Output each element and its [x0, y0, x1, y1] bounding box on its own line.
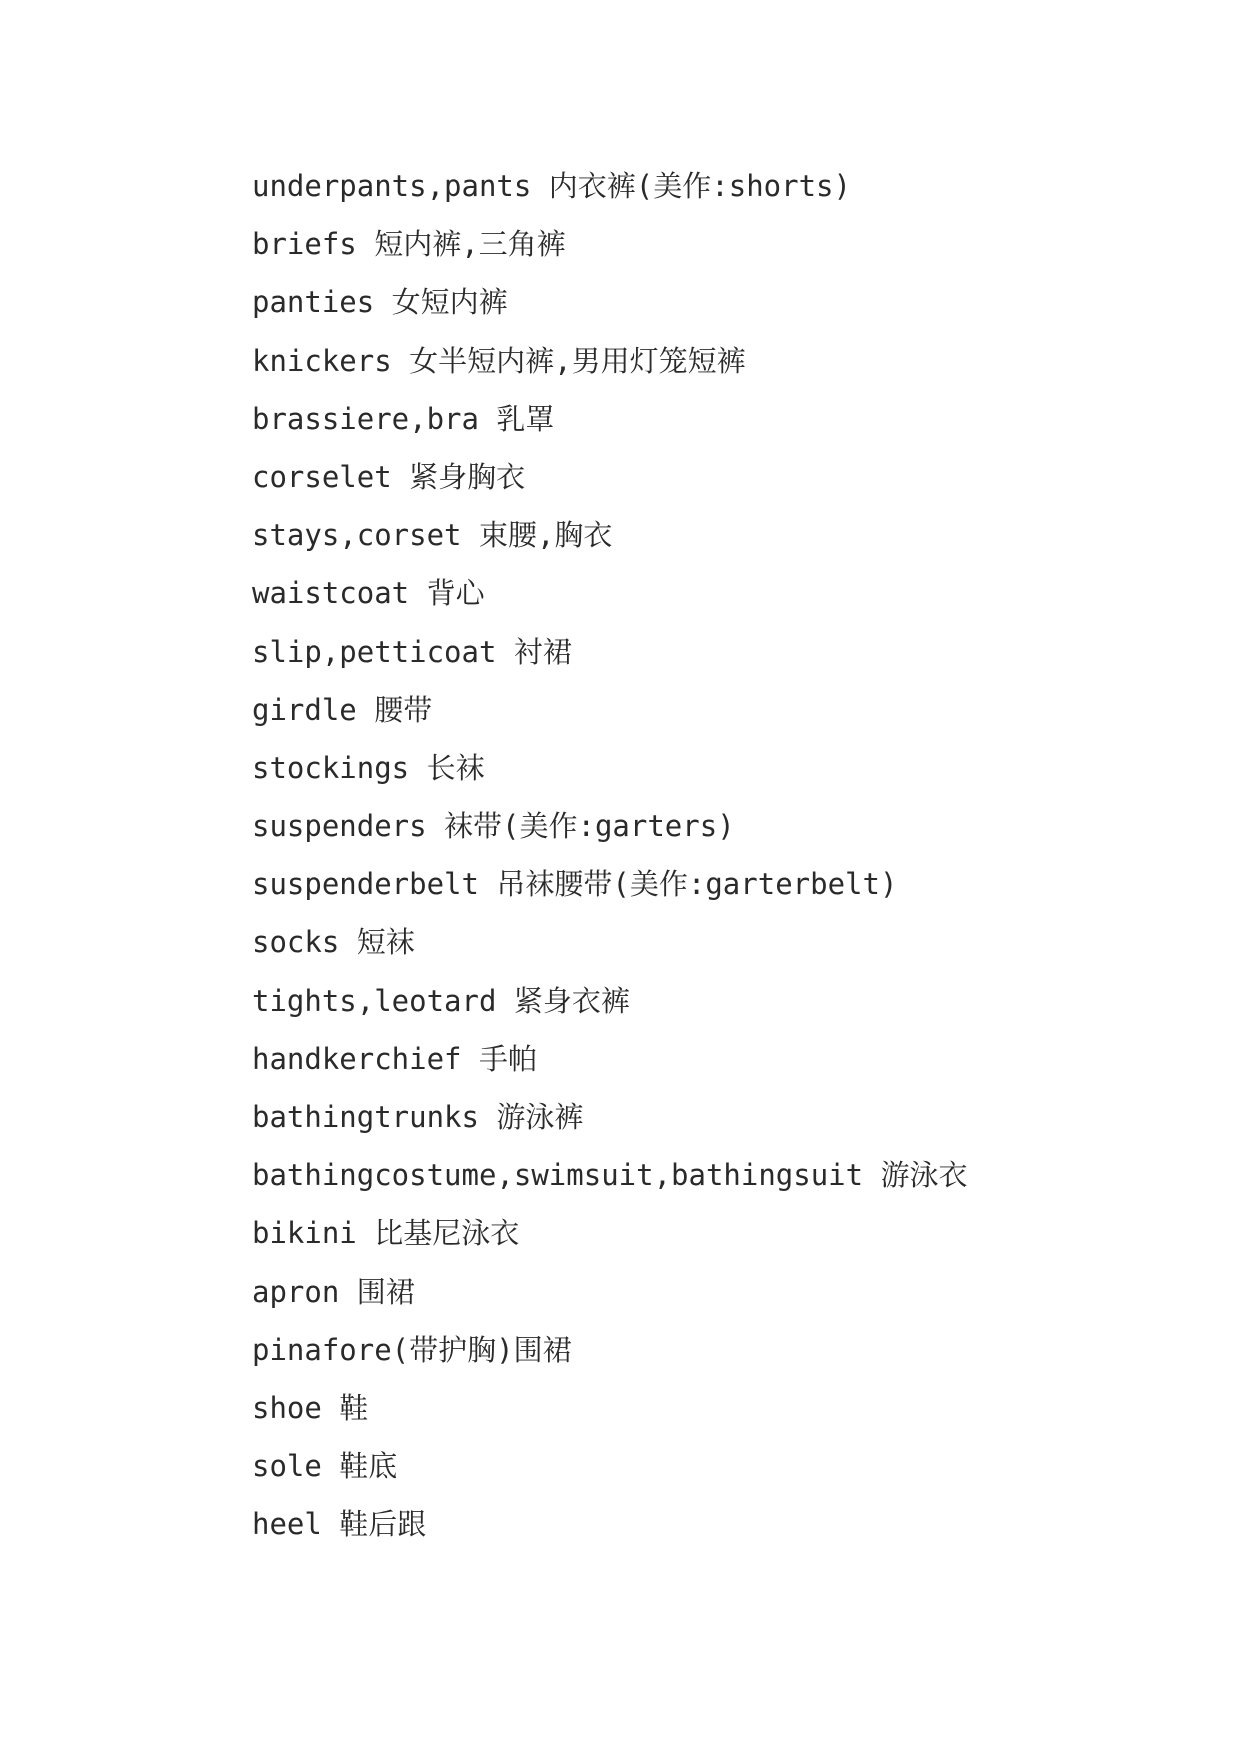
vocab-entry: stays,corset 束腰,胸衣: [252, 518, 613, 553]
vocab-entry: corselet 紧身胸衣: [252, 459, 526, 494]
vocab-entry: tights,leotard 紧身衣裤: [252, 983, 630, 1018]
vocab-entry: handkerchief 手帕: [252, 1041, 537, 1076]
vocab-entry: bathingtrunks 游泳裤: [252, 1100, 584, 1134]
vocab-entry: socks 短袜: [252, 925, 415, 960]
vocab-entry: shoe 鞋: [252, 1390, 369, 1425]
vocab-entry: slip,petticoat 衬裙: [252, 634, 572, 669]
vocab-entry: suspenderbelt 吊袜腰带(美作:garterbelt): [252, 867, 898, 902]
vocab-entry: heel 鞋后跟: [252, 1507, 427, 1542]
vocab-entry: panties 女短内裤: [252, 285, 508, 320]
vocab-entry: bathingcostume,swimsuit,bathingsuit 游泳衣: [252, 1158, 968, 1193]
vocab-entry: pinafore(带护胸)围裙: [252, 1332, 572, 1367]
vocabulary-list: [252, 160, 968, 1557]
vocab-entry: stockings 长袜: [252, 750, 485, 785]
vocab-entry: knickers 女半短内裤,男用灯笼短裤: [252, 343, 746, 378]
vocab-entry: underpants,pants 内衣裤(美作:shorts): [252, 169, 851, 203]
vocab-entry: brassiere,bra 乳罩: [252, 401, 555, 436]
vocab-entry: bikini 比基尼泳衣: [252, 1216, 520, 1251]
vocab-entry: waistcoat 背心: [252, 576, 485, 611]
vocab-entry: girdle 腰带: [252, 692, 433, 727]
vocab-entry: briefs 短内裤,三角裤: [252, 227, 566, 262]
vocab-entry: apron 围裙: [252, 1274, 415, 1309]
vocab-entry: sole 鞋底: [252, 1449, 398, 1484]
vocab-entry: suspenders 袜带(美作:garters): [252, 809, 735, 844]
